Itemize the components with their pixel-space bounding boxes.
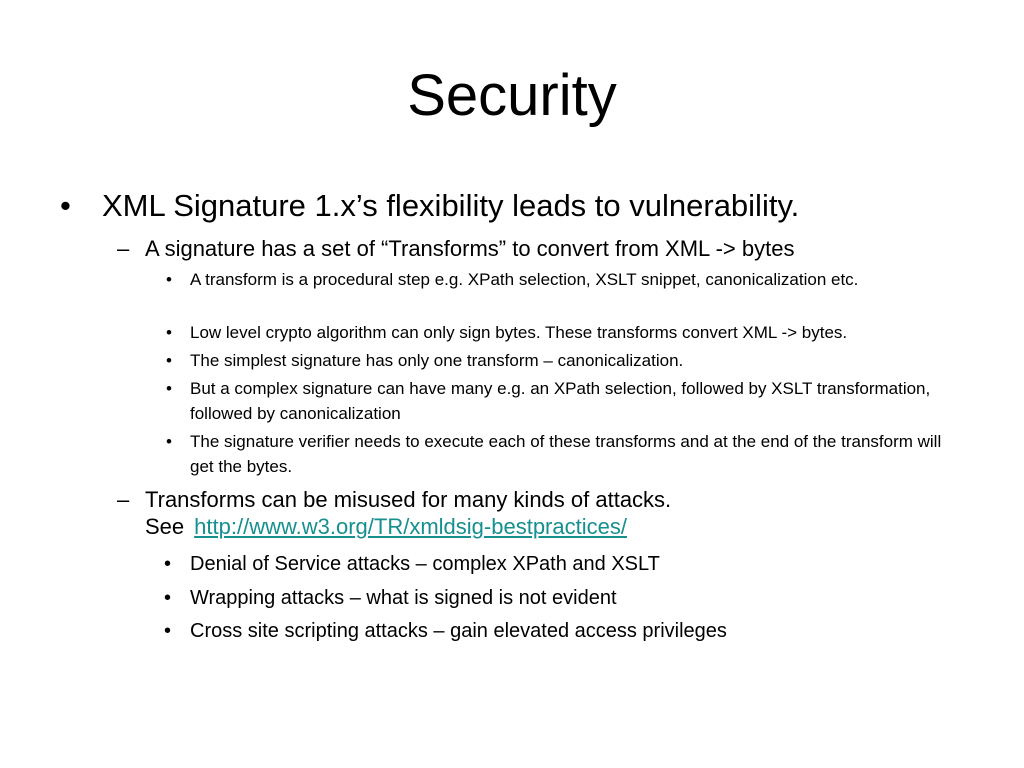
bullet-text: But a complex signature can have many e.g. an XPath selection, followed by XSLT transformation, followed by canonicalization	[190, 379, 931, 423]
bullet-text: Denial of Service attacks – complex XPath and XSLT	[190, 553, 660, 575]
bullet-marker: •	[60, 188, 71, 223]
bullet-text: A signature has a set of “Transforms” to convert from XML -> bytes	[145, 236, 795, 261]
reference-link[interactable]: http://www.w3.org/TR/xmldsig-bestpractices/	[194, 514, 627, 539]
dash-marker: –	[117, 236, 130, 261]
slide-title: Security	[407, 63, 617, 128]
bullet-level3	[166, 267, 966, 292]
bullet-level1	[60, 188, 980, 224]
bullet-level3	[164, 585, 964, 611]
dash-marker: –	[117, 487, 130, 512]
bullet-marker: •	[164, 620, 172, 642]
bullet-marker: •	[164, 553, 172, 575]
bullet-text: Transforms can be misused for many kinds of attacks.	[145, 487, 672, 512]
see-label: See	[145, 514, 185, 539]
bullet-level3	[166, 376, 966, 426]
bullet-text: The signature verifier needs to execute each of these transforms and at the end of the transform will get the bytes.	[190, 432, 942, 476]
bullet-text: Wrapping attacks – what is signed is not evident	[190, 587, 617, 609]
bullet-level3	[164, 551, 964, 577]
bullet-level3	[164, 618, 964, 644]
bullet-text: Low level crypto algorithm can only sign bytes. These transforms convert XML -> bytes.	[190, 323, 848, 342]
bullet-level2	[117, 235, 977, 262]
bullet-marker: •	[164, 587, 172, 609]
bullet-level3	[166, 429, 966, 479]
bullet-level2	[117, 486, 977, 540]
bullet-level3	[166, 320, 966, 345]
bullet-marker: •	[166, 379, 172, 398]
bullet-level3	[166, 348, 966, 373]
bullet-text: Cross site scripting attacks – gain elevated access privileges	[190, 620, 727, 642]
bullet-marker: •	[166, 323, 172, 342]
bullet-text: XML Signature 1.x’s flexibility leads to vulnerability.	[102, 188, 800, 223]
bullet-marker: •	[166, 351, 172, 370]
bullet-marker: •	[166, 432, 172, 451]
bullet-text: The simplest signature has only one transform – canonicalization.	[190, 351, 684, 370]
bullet-text: A transform is a procedural step e.g. XPath selection, XSLT snippet, canonicalization etc.	[190, 270, 859, 289]
bullet-marker: •	[166, 270, 172, 289]
bullet-text-block	[145, 486, 977, 540]
